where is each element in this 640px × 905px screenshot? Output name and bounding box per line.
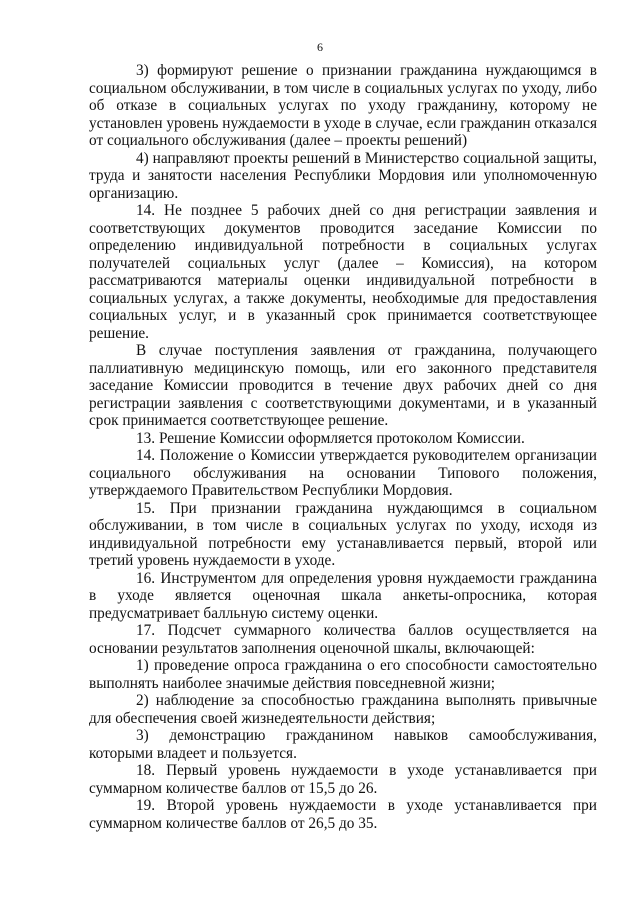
paragraph: 17. Подсчет суммарного количества баллов осуществляется на основании результатов заполнения оценочной шкалы, включающей:: [89, 622, 597, 657]
paragraph: 2) наблюдение за способностью гражданина выполнять привычные для обеспечения своей жизнедеятельности действия;: [89, 692, 597, 727]
paragraph: 1) проведение опроса гражданина о его способности самостоятельно выполнять наиболее значимые действия повседневной жизни;: [89, 657, 597, 692]
paragraph: 13. Решение Комиссии оформляется протоколом Комиссии.: [136, 429, 525, 447]
paragraph: 14. Не позднее 5 рабочих дней со дня регистрации заявления и соответствующих документов проводится заседание Комиссии по определению индивидуальной потребности в социальных услугах получателей социальных услуг (далее – Комиссия), на котором рассматриваются материалы оценки индивидуальной потребности в социальных услугах, а также документы, необходимые для предоставления социальных услуг, и в указанный срок принимается соответствующее решение.: [89, 202, 597, 342]
paragraph: 4) направляют проекты решений в Министерство социальной защиты, труда и занятости населения Республики Мордовия или уполномоченную организацию.: [89, 149, 597, 202]
paragraph: В случае поступления заявления от гражданина, получающего паллиативную медицинскую помощь, или его законного представителя заседание Комиссии проводится в течение двух рабочих дней со дня регистрации заявления с соответствующими документами, и в указанный срок принимается соответствующее решение.: [89, 342, 597, 429]
paragraph: 3) демонстрацию гражданином навыков самообслуживания, которыми владеет и пользуется.: [89, 727, 597, 762]
paragraph: 15. При признании гражданина нуждающимся в социальном обслуживании, в том числе в социальных услугах по уходу, исходя из индивидуальной потребности ему устанавливается первый, второй или третий уровень нуждаемости в уходе.: [89, 499, 597, 569]
paragraph: 16. Инструментом для определения уровня нуждаемости гражданина в уходе является оценочная шкала анкеты-опросника, которая предусматривает балльную систему оценки.: [89, 569, 597, 622]
document-body: [89, 62, 597, 832]
paragraph: 18. Первый уровень нуждаемости в уходе устанавливается при суммарном количестве баллов от 15,5 до 26.: [89, 762, 597, 797]
paragraph: 19. Второй уровень нуждаемости в уходе устанавливается при суммарном количестве баллов от 26,5 до 35.: [89, 797, 597, 832]
page-number: 6: [317, 40, 323, 54]
paragraph: 14. Положение о Комиссии утверждается руководителем организации социального обслуживания на основании Типового положения, утверждаемого Правительством Республики Мордовия.: [89, 447, 597, 499]
paragraph: 3) формируют решение о признании гражданина нуждающимся в социальном обслуживании, в том числе в социальных услугах по уходу, либо об отказе в социальных услугах по уходу гражданину, которому не установлен уровень нуждаемости в уходе в случае, если гражданин отказался от социального обслуживания (далее – проекты решений): [89, 62, 597, 149]
